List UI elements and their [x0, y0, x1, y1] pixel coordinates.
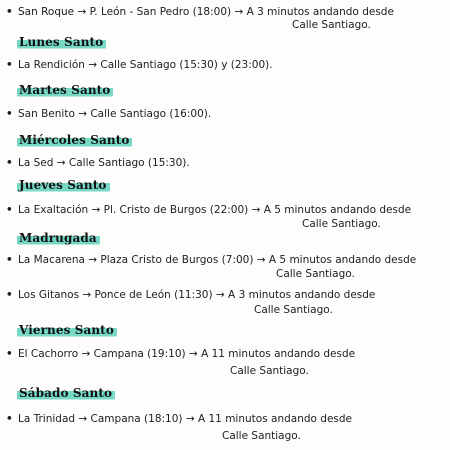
- entry-line: La Sed → Calle Santiago (15:30).: [18, 157, 190, 169]
- list-item: [6, 348, 355, 360]
- bullet-icon: •: [6, 348, 13, 360]
- entry-line: La Exaltación → Pl. Cristo de Burgos (22:00) → A 5 minutos andando desde: [18, 204, 412, 216]
- section-heading-miercoles-santo: Miércoles Santo: [17, 134, 132, 147]
- list-item: [6, 108, 211, 120]
- entry-continuation: Calle Santiago.: [230, 365, 309, 377]
- list-item: [6, 204, 411, 216]
- entry-line: El Cachorro → Campana (19:10) → A 11 minutos andando desde: [18, 348, 356, 360]
- entry-line: San Roque → P. León - San Pedro (18:00) → A 3 minutos andando desde: [18, 6, 394, 18]
- section-heading-martes-santo: Martes Santo: [17, 84, 113, 97]
- bullet-icon: •: [6, 108, 13, 120]
- list-item: [6, 157, 190, 169]
- entry-line: La Rendición → Calle Santiago (15:30) y (23:00).: [18, 59, 273, 71]
- bullet-icon: •: [6, 157, 13, 169]
- entry-line: Los Gitanos → Ponce de León (11:30) → A 3 minutos andando desde: [18, 289, 376, 301]
- list-item: [6, 413, 352, 425]
- list-item: [6, 289, 375, 301]
- section-heading-viernes-santo: Viernes Santo: [17, 324, 117, 337]
- bullet-icon: •: [6, 204, 13, 216]
- entry-continuation: Calle Santiago.: [276, 268, 355, 280]
- bullet-icon: •: [6, 254, 13, 266]
- entry-continuation: Calle Santiago.: [302, 218, 381, 230]
- section-heading-sabado-santo: Sábado Santo: [17, 387, 115, 400]
- entry-line: La Macarena → Plaza Cristo de Burgos (7:00) → A 5 minutos andando desde: [18, 254, 417, 266]
- entry-continuation: Calle Santiago.: [222, 430, 301, 442]
- section-heading-lunes-santo: Lunes Santo: [17, 36, 106, 49]
- section-heading-madrugada: Madrugada: [17, 232, 100, 245]
- list-item: [6, 59, 273, 71]
- section-heading-jueves-santo: Jueves Santo: [17, 179, 110, 192]
- bullet-icon: •: [6, 289, 13, 301]
- entry-line: San Benito → Calle Santiago (16:00).: [18, 108, 212, 120]
- entry-continuation: Calle Santiago.: [254, 304, 333, 316]
- entry-continuation: Calle Santiago.: [292, 19, 371, 31]
- list-item: [6, 6, 394, 18]
- bullet-icon: •: [6, 6, 13, 18]
- list-item: [6, 254, 416, 266]
- bullet-icon: •: [6, 413, 13, 425]
- entry-line: La Trinidad → Campana (18:10) → A 11 minutos andando desde: [18, 413, 352, 425]
- bullet-icon: •: [6, 59, 13, 71]
